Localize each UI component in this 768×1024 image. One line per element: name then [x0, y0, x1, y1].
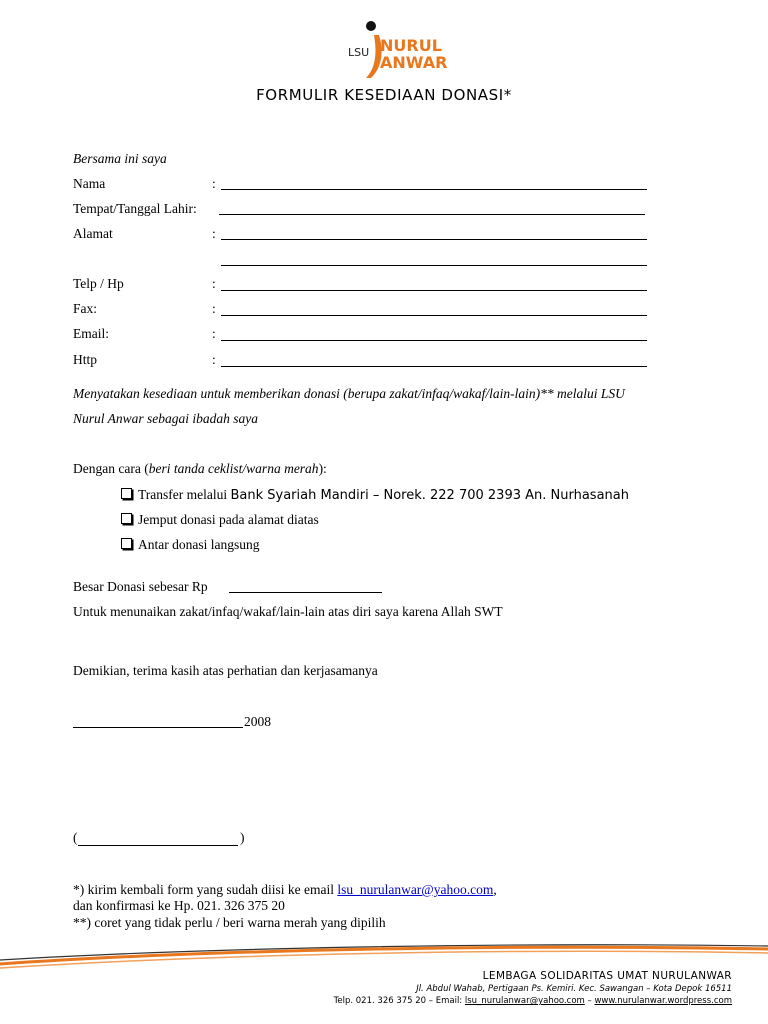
thanks-text: Demikian, terima kasih atas perhatian dan kerjasamanya [73, 663, 378, 678]
checkbox-icon[interactable] [121, 513, 132, 524]
logo-anwar-text: ANWAR [380, 53, 448, 72]
field-colon: : [212, 352, 216, 367]
footer-swoosh [0, 938, 768, 970]
email-link[interactable]: lsu_nurulanwar@yahoo.com [337, 882, 494, 897]
field-line-tempat-tanggal-lahir[interactable] [219, 214, 645, 215]
field-line-fax[interactable] [221, 315, 647, 316]
field-line-alamat-2[interactable] [221, 265, 647, 266]
option-transfer[interactable]: Transfer melalui Bank Syariah Mandiri – Norek. 222 700 2393 An. Nurhasanah [121, 487, 629, 503]
field-label-email: Email: [73, 326, 110, 341]
field-label-nama: Nama [73, 176, 106, 191]
method-heading: Dengan cara (beri tanda ceklist/warna merah): [73, 461, 327, 476]
signature-open-paren: ( [73, 830, 78, 845]
amount-line[interactable] [229, 592, 382, 593]
signature-close-paren: ) [240, 830, 245, 845]
field-colon: : [212, 326, 216, 341]
field-colon: : [212, 176, 216, 191]
logo-lsu-text: LSU [348, 46, 370, 59]
date-line[interactable] [73, 727, 243, 728]
option-jemput[interactable]: Jemput donasi pada alamat diatas [121, 512, 319, 528]
amount-purpose: Untuk menunaikan zakat/infaq/wakaf/lain-lain atas diri saya karena Allah SWT [73, 604, 503, 619]
field-colon: : [212, 226, 216, 241]
note-3: **) coret yang tidak perlu / beri warna merah yang dipilih [73, 915, 386, 930]
logo-nurul-text: NURUL [380, 36, 442, 55]
field-colon: : [212, 276, 216, 291]
note-1: *) kirim kembali form yang sudah diisi ke email lsu_nurulanwar@yahoo.com, [73, 882, 497, 897]
option-antar[interactable]: Antar donasi langsung [121, 537, 259, 553]
field-label-alamat: Alamat [73, 226, 113, 241]
field-label-fax: Fax: [73, 301, 98, 316]
checkbox-icon[interactable] [121, 488, 132, 499]
date-year: 2008 [244, 714, 271, 729]
footer-contact: Telp. 021. 326 375 20 – Email: lsu_nurulanwar@yahoo.com – www.nurulanwar.wordpress.com [333, 996, 732, 1006]
lsu-nurul-anwar-logo [344, 18, 454, 80]
field-label-telp-hp: Telp / Hp [73, 276, 124, 291]
field-label-http: Http [73, 352, 98, 367]
signature-line[interactable] [78, 845, 238, 846]
field-line-alamat-1[interactable] [221, 239, 647, 240]
field-line-nama[interactable] [221, 189, 647, 190]
field-line-email[interactable] [221, 340, 647, 341]
amount-label: Besar Donasi sebesar Rp [73, 579, 208, 594]
field-line-http[interactable] [221, 366, 647, 367]
note-2: dan konfirmasi ke Hp. 021. 326 375 20 [73, 898, 285, 913]
footer-org-name: LEMBAGA SOLIDARITAS UMAT NURULANWAR [482, 970, 732, 982]
form-title: FORMULIR KESEDIAAN DONASI* [256, 86, 512, 104]
field-label-tempat-tanggal-lahir: Tempat/Tanggal Lahir: [73, 201, 197, 216]
statement-line-1: Menyatakan kesediaan untuk memberikan donasi (berupa zakat/infaq/wakaf/lain-lain)** melalui LSU [73, 386, 625, 401]
footer-web-link[interactable]: www.nurulanwar.wordpress.com [594, 996, 732, 1006]
footer-email-link[interactable]: lsu_nurulanwar@yahoo.com [464, 996, 585, 1006]
field-line-telp-hp[interactable] [221, 290, 647, 291]
field-colon: : [212, 301, 216, 316]
statement-line-2: Nurul Anwar sebagai ibadah saya [73, 411, 259, 426]
checkbox-icon[interactable] [121, 538, 132, 549]
intro-text: Bersama ini saya [73, 151, 167, 166]
footer-address: Jl. Abdul Wahab, Pertigaan Ps. Kemiri. Kec. Sawangan – Kota Depok 16511 [416, 984, 732, 994]
